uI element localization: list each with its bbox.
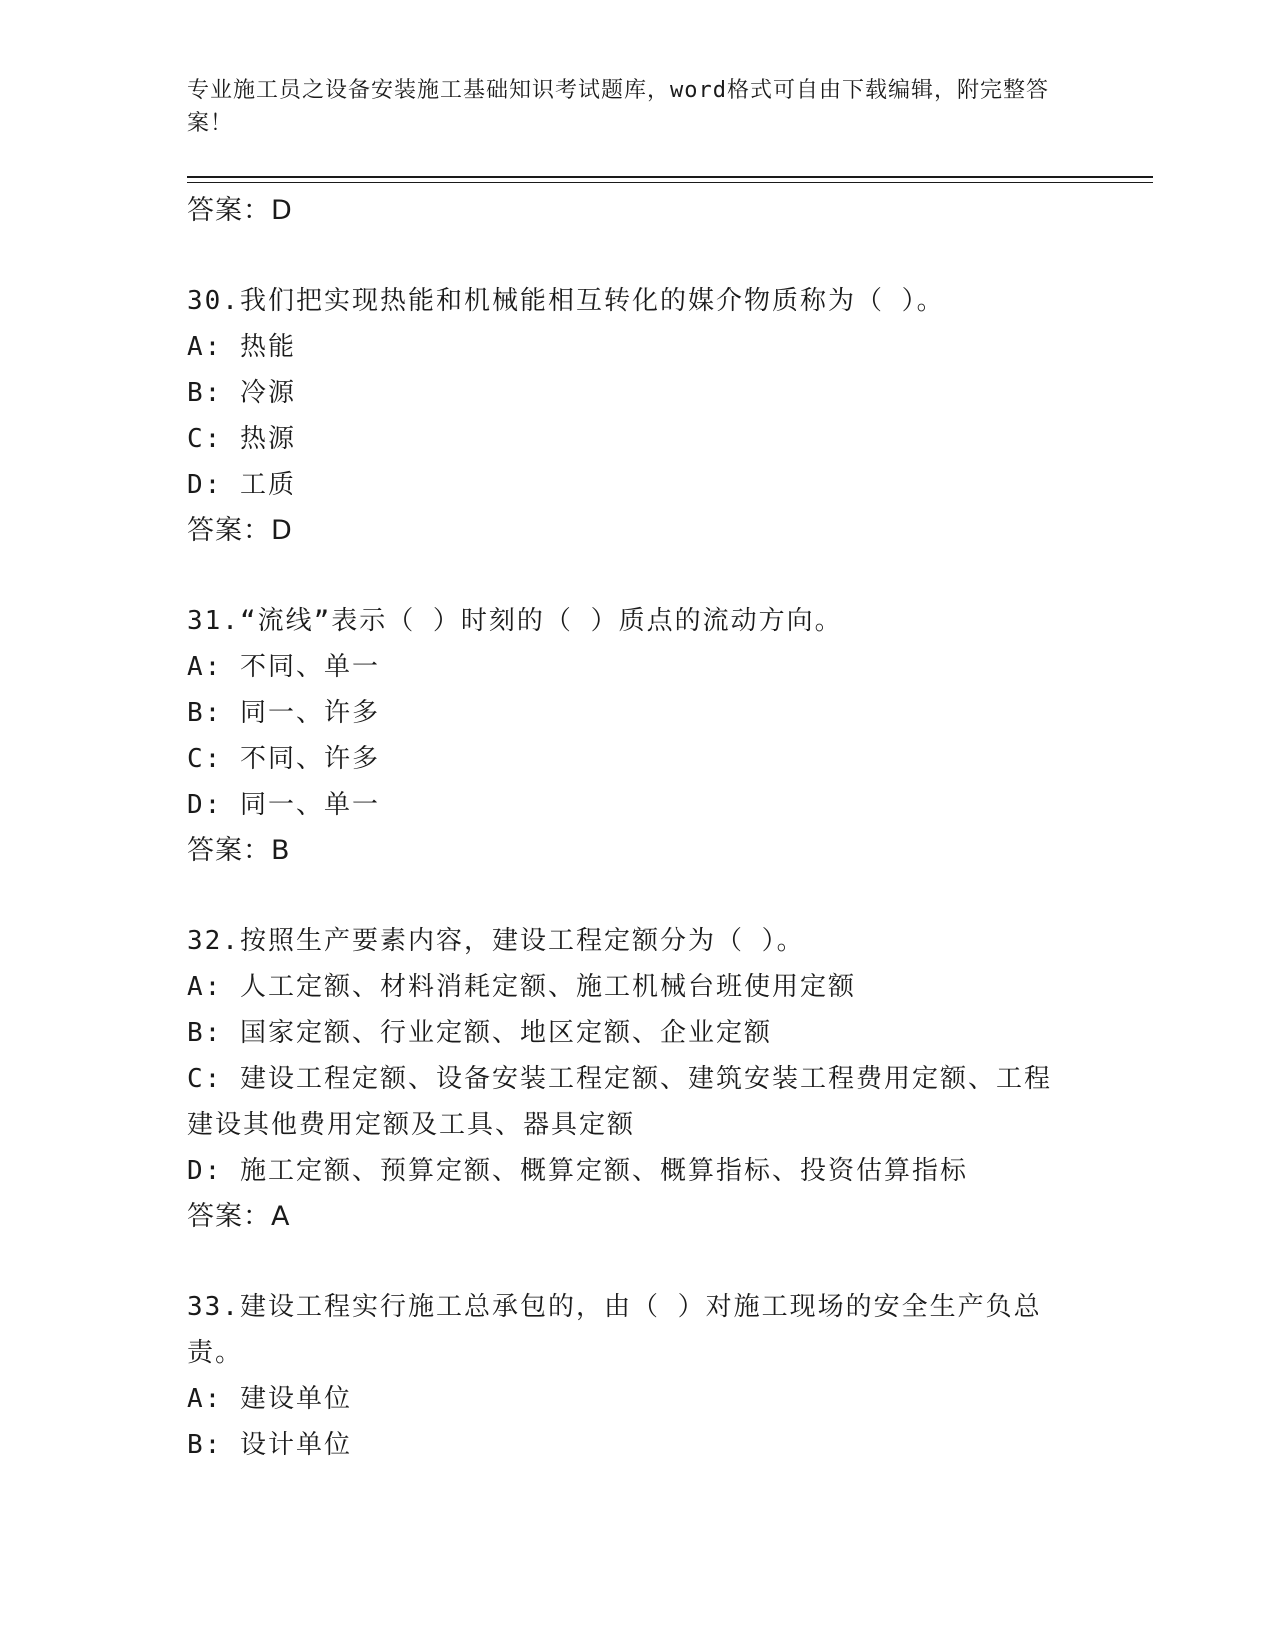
option-a: A: 不同、单一 <box>187 652 380 682</box>
question-stem: 32.按照生产要素内容，建设工程定额分为（ ）。 <box>187 926 805 956</box>
option-a: A: 建设单位 <box>187 1384 352 1414</box>
option-b: B: 国家定额、行业定额、地区定额、企业定额 <box>187 1018 772 1048</box>
answer-line: 答案：A <box>187 1201 291 1232</box>
answer-line: 答案：D <box>187 195 293 226</box>
question-stem: 30.我们把实现热能和机械能相互转化的媒介物质称为（ ）。 <box>187 286 945 316</box>
question-block <box>187 918 1067 1240</box>
answer-line: 答案：D <box>187 515 293 546</box>
option-d: D: 同一、单一 <box>187 790 380 820</box>
option-d: D: 施工定额、预算定额、概算定额、概算指标、投资估算指标 <box>187 1156 968 1186</box>
option-b: B: 同一、许多 <box>187 698 380 728</box>
option-b: B: 设计单位 <box>187 1430 352 1460</box>
answer-line: 答案：B <box>187 835 291 866</box>
option-c: C: 热源 <box>187 424 296 454</box>
question-block <box>187 1284 1067 1468</box>
question-stem: 33.建设工程实行施工总承包的，由（ ）对施工现场的安全生产负总责。 <box>187 1292 1042 1368</box>
question-block <box>187 278 1067 554</box>
option-c: C: 建设工程定额、设备安装工程定额、建筑安装工程费用定额、工程建设其他费用定额及工具、器具定额 <box>187 1064 1052 1140</box>
header-divider-thin <box>187 182 1153 183</box>
option-a: A: 人工定额、材料消耗定额、施工机械台班使用定额 <box>187 972 856 1002</box>
document-page <box>187 0 1153 1650</box>
question-list <box>187 188 1067 1512</box>
option-a: A: 热能 <box>187 332 296 362</box>
document-header-text: 专业施工员之设备安装施工基础知识考试题库，word格式可自由下载编辑，附完整答案！ <box>187 78 1049 136</box>
option-b: B: 冷源 <box>187 378 296 408</box>
header-divider-thick <box>187 176 1153 178</box>
option-c: C: 不同、许多 <box>187 744 380 774</box>
question-block <box>187 598 1067 874</box>
question-stem: 31.“流线”表示（ ）时刻的（ ）质点的流动方向。 <box>187 606 843 636</box>
option-d: D: 工质 <box>187 470 296 500</box>
